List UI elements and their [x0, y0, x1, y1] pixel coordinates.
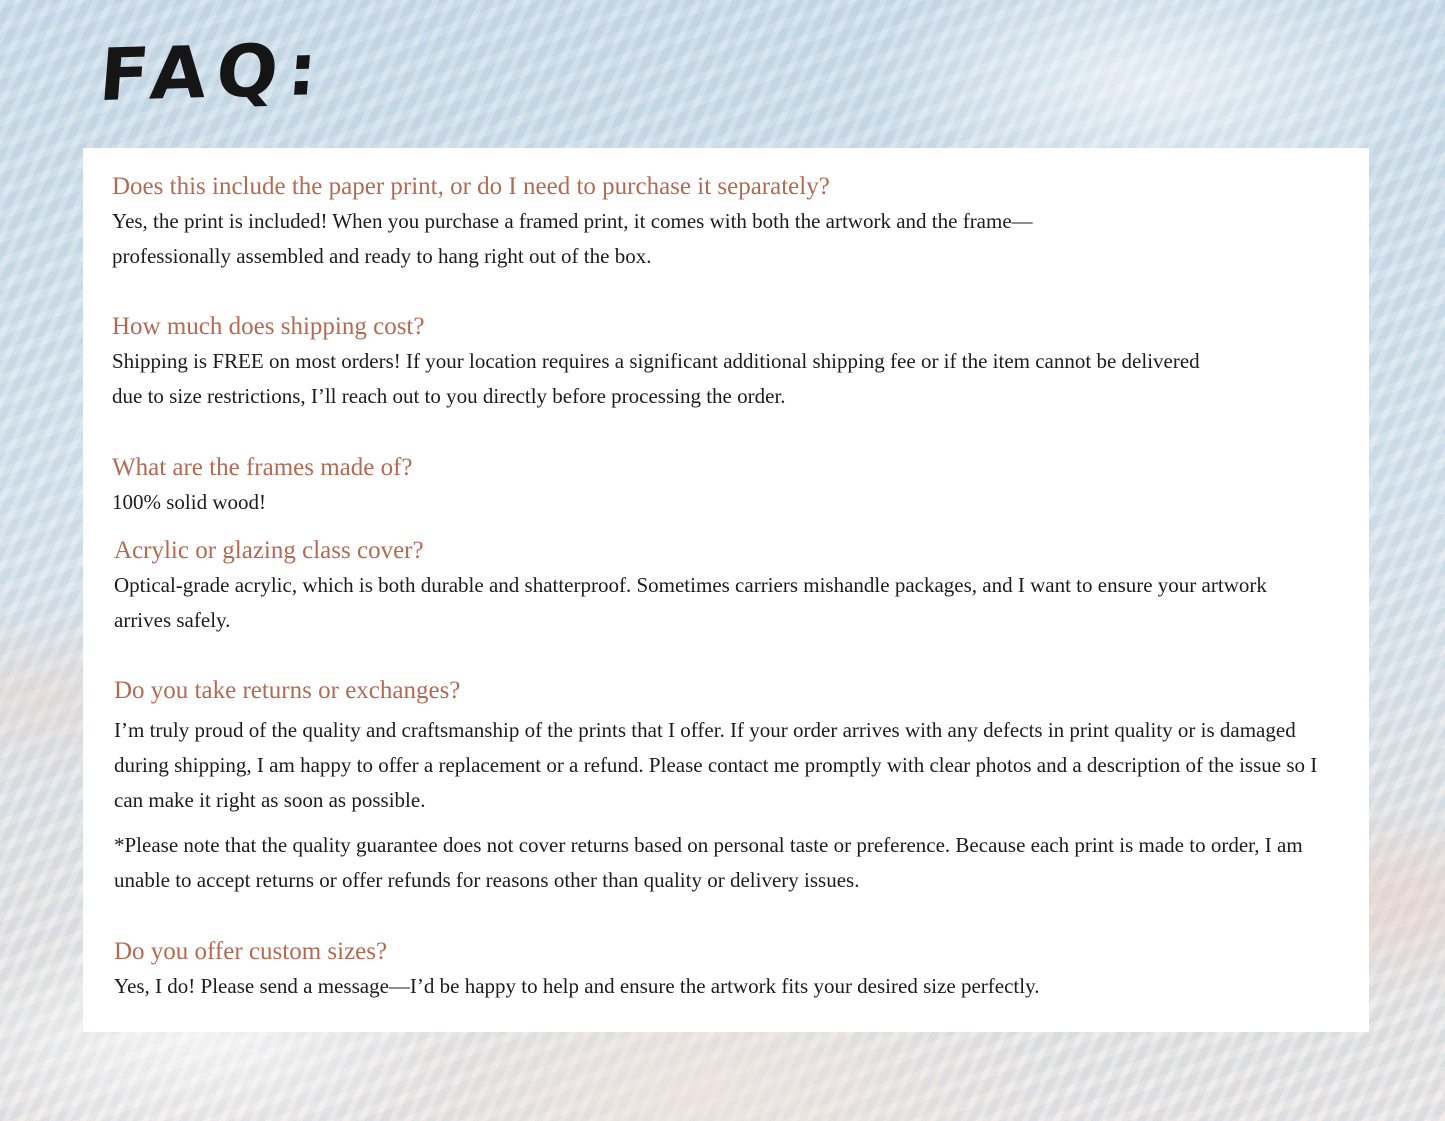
- faq-answer: Yes, the print is included! When you purchase a framed print, it comes with both the artwork and the frame—professionally assembled and ready to hang right out of the box.: [112, 209, 1033, 268]
- faq-question: Acrylic or glazing class cover?: [114, 537, 424, 564]
- faq-answer: I’m truly proud of the quality and craftsmanship of the prints that I offer. If your order arrives with any defects in print quality or is damaged during shipping, I am happy to offer a replacement or a refund. Please contact me promptly with clear photos and a description of the issue so I can make it right as soon as possible.: [114, 718, 1318, 812]
- faq-item-acrylic-cover: [112, 534, 1339, 638]
- faq-item-shipping: [112, 310, 1339, 414]
- faq-item-returns: [112, 674, 1339, 898]
- faq-panel: [83, 148, 1369, 1032]
- faq-item-frame-material: [112, 451, 1339, 520]
- faq-question: Do you take returns or exchanges?: [114, 677, 461, 704]
- faq-question: How much does shipping cost?: [112, 313, 425, 340]
- faq-question: Does this include the paper print, or do I need to purchase it separately?: [112, 173, 830, 200]
- faq-answer: Shipping is FREE on most orders! If your location requires a significant additional shipping fee or if the item cannot be delivered due to size restrictions, I’ll reach out to you directly before processing the order.: [112, 349, 1200, 408]
- faq-answer: Optical-grade acrylic, which is both durable and shatterproof. Sometimes carriers mishandle packages, and I want to ensure your artwork arrives safely.: [114, 573, 1267, 632]
- faq-question: What are the frames made of?: [112, 454, 413, 481]
- faq-answer: Yes, I do! Please send a message—I’d be happy to help and ensure the artwork fits your desired size perfectly.: [114, 974, 1040, 998]
- faq-item-custom-sizes: [112, 935, 1339, 1004]
- page-title: FAQ:: [96, 27, 331, 117]
- faq-question: Do you offer custom sizes?: [114, 938, 388, 965]
- faq-item-paper-print: [112, 170, 1339, 274]
- faq-answer: 100% solid wood!: [112, 490, 266, 514]
- faq-note: *Please note that the quality guarantee does not cover returns based on personal taste or preference. Because each print is made to order, I am unable to accept returns or offer refunds for reasons other than quality or delivery issues.: [114, 833, 1303, 892]
